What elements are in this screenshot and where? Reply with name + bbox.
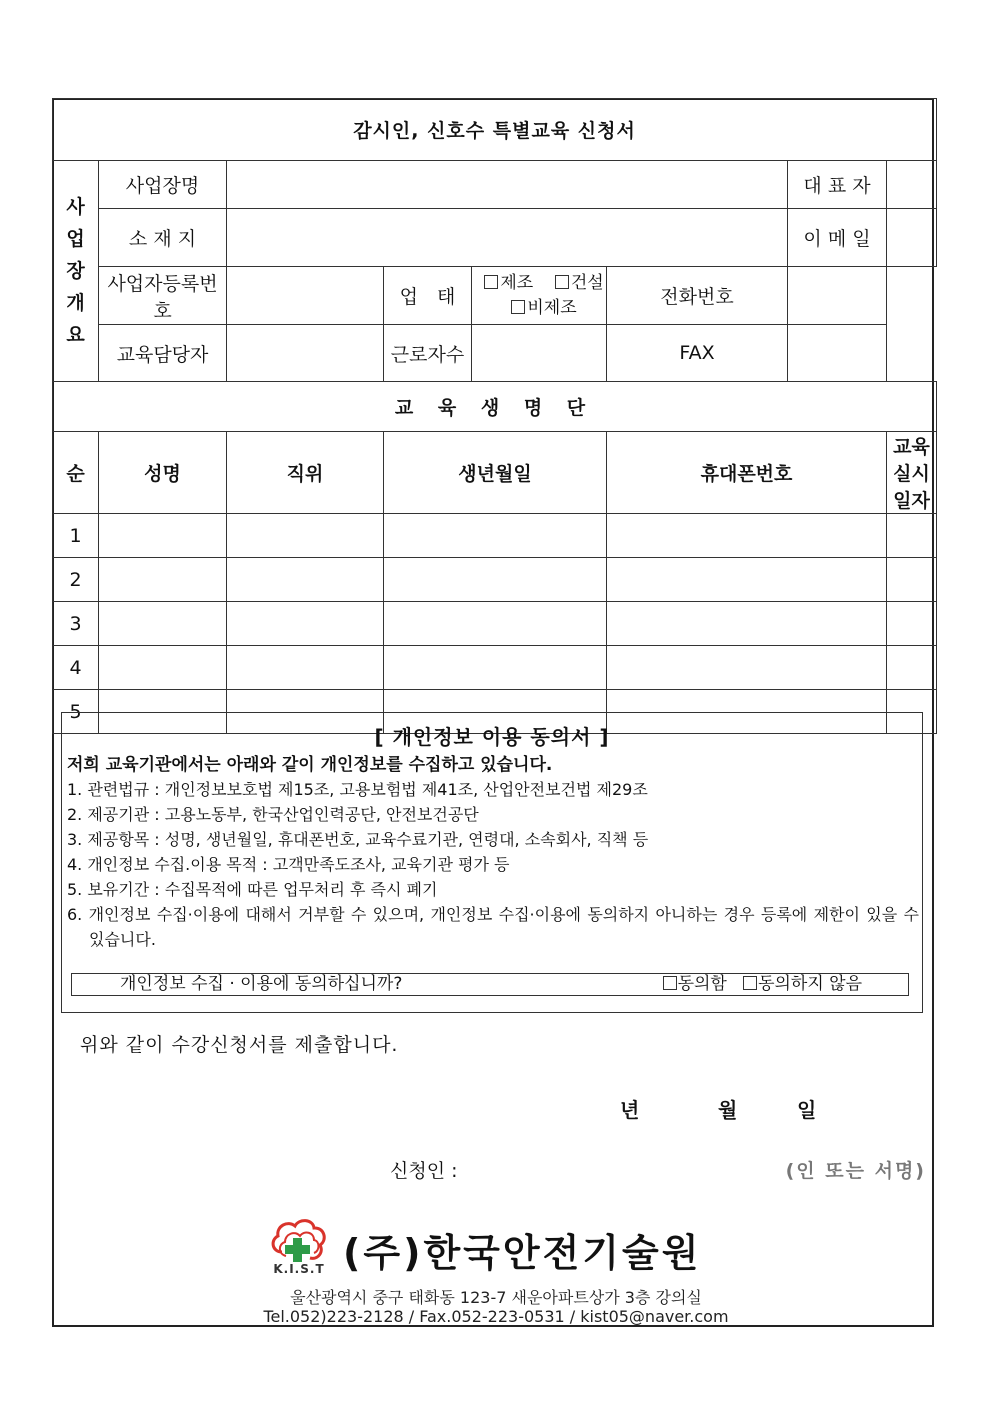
- application-form: [52, 98, 937, 734]
- day-label: 일: [797, 1098, 817, 1122]
- col-header-no: 순: [53, 432, 99, 514]
- logo-caption: K.I.S.T: [273, 1262, 325, 1276]
- table-row: [53, 646, 937, 690]
- date-line: [620, 1094, 816, 1123]
- reg-number-label: 사업자등록번호: [99, 267, 227, 325]
- representative-label: 대 표 자: [788, 161, 887, 209]
- workers-label: 근로자수: [384, 325, 472, 382]
- consent-item: 2. 제공기관 : 고용노동부, 한국산업인력공단, 안전보건공단: [67, 805, 479, 824]
- consent-question: 개인정보 수집 · 이용에 동의하십니까?: [120, 974, 403, 994]
- address-label: 소 재 지: [99, 209, 227, 267]
- fax-label: FAX: [607, 325, 788, 382]
- mobile-cell[interactable]: [607, 602, 887, 646]
- month-label: 월: [718, 1098, 738, 1122]
- consent-options: [663, 974, 862, 995]
- name-cell[interactable]: [99, 602, 227, 646]
- checkbox-icon: [484, 275, 498, 289]
- col-header-mobile: 휴대폰번호: [607, 432, 887, 514]
- privacy-consent-box: [61, 712, 923, 1013]
- table-row: [53, 558, 937, 602]
- consent-item: 1. 관련법규 : 개인정보보호법 제15조, 고용보험법 제41조, 산업안전보건법 제29조: [67, 780, 648, 799]
- consent-item: 3. 제공항목 : 성명, 생년월일, 휴대폰번호, 교육수료기관, 연령대, 소속회사, 직책 등: [67, 830, 649, 849]
- consent-item: 6. 개인정보 수집·이용에 대해서 거부할 수 있으며, 개인정보 수집·이용에 동의하지 아니하는 경우 등록에 제한이 있을 수 있습니다.: [67, 905, 919, 949]
- consent-intro: 저희 교육기관에서는 아래와 같이 개인정보를 수집하고 있습니다.: [67, 755, 553, 775]
- mobile-cell[interactable]: [607, 558, 887, 602]
- birthdate-cell[interactable]: [384, 602, 607, 646]
- checkbox-icon: [555, 275, 569, 289]
- address-field[interactable]: [227, 209, 788, 267]
- reg-number-field[interactable]: [227, 267, 384, 325]
- birthdate-cell[interactable]: [384, 558, 607, 602]
- row-number: 1: [53, 514, 99, 558]
- phone-field[interactable]: [788, 267, 887, 325]
- col-header-position: 직위: [227, 432, 384, 514]
- consent-item: 5. 보유기간 : 수집목적에 따른 업무처리 후 즉시 폐기: [67, 880, 438, 899]
- workers-field[interactable]: [472, 325, 607, 382]
- business-name-label: 사업장명: [99, 161, 227, 209]
- name-cell[interactable]: [99, 646, 227, 690]
- signature-label: (인 또는 서명): [785, 1160, 926, 1182]
- training-date-cell[interactable]: [887, 514, 937, 558]
- row-number: 5: [53, 690, 99, 734]
- position-cell[interactable]: [227, 514, 384, 558]
- company-address: 울산광역시 중구 태화동 123-7 새운아파트상가 3층 강의실: [290, 1288, 702, 1307]
- position-cell[interactable]: [227, 558, 384, 602]
- agree-option[interactable]: 동의함: [663, 974, 727, 994]
- industry-option-construction[interactable]: 건설: [555, 273, 604, 293]
- manager-label: 교육담당자: [99, 325, 227, 382]
- submission-statement: 위와 같이 수강신청서를 제출합니다.: [80, 1034, 399, 1056]
- col-header-training-date: 교육 실시일자: [887, 432, 937, 514]
- year-label: 년: [620, 1098, 640, 1122]
- col-header-birthdate: 생년월일: [384, 432, 607, 514]
- consent-question-bar: [71, 973, 909, 996]
- checkbox-icon: [663, 976, 677, 990]
- birthdate-cell[interactable]: [384, 646, 607, 690]
- col-header-name: 성명: [99, 432, 227, 514]
- mobile-cell[interactable]: [607, 514, 887, 558]
- consent-title: [ 개인정보 이용 동의서 ]: [374, 725, 610, 749]
- representative-field[interactable]: [887, 161, 937, 209]
- consent-list: [67, 777, 919, 952]
- industry-option-manufacturing[interactable]: 제조: [484, 273, 533, 293]
- checkbox-icon: [511, 300, 525, 314]
- company-contact: Tel.052)223-2128 / Fax.052-223-0531 / kist05@naver.com: [263, 1307, 729, 1326]
- table-row: [53, 602, 937, 646]
- industry-label: 업 태: [384, 267, 472, 325]
- email-label: 이 메 일: [788, 209, 887, 267]
- birthdate-cell[interactable]: [384, 514, 607, 558]
- table-row: [53, 514, 937, 558]
- phone-label: 전화번호: [607, 267, 788, 325]
- fax-field[interactable]: [788, 325, 887, 382]
- email-field[interactable]: [887, 209, 937, 267]
- training-date-cell[interactable]: [887, 558, 937, 602]
- consent-item: 4. 개인정보 수집.이용 목적 : 고객만족도조사, 교육기관 평가 등: [67, 855, 510, 874]
- name-cell[interactable]: [99, 558, 227, 602]
- company-name: (주)한국안전기술원: [343, 1231, 702, 1275]
- position-cell[interactable]: [227, 602, 384, 646]
- business-name-field[interactable]: [227, 161, 788, 209]
- row-number: 3: [53, 602, 99, 646]
- manager-field[interactable]: [227, 325, 384, 382]
- applicant-label: 신청인 :: [390, 1160, 458, 1182]
- company-overview-label: 사 업 장 개 요: [53, 161, 99, 382]
- checkbox-icon: [743, 976, 757, 990]
- training-date-cell[interactable]: [887, 646, 937, 690]
- form-title: 감시인, 신호수 특별교육 신청서: [53, 99, 937, 161]
- row-number: 2: [53, 558, 99, 602]
- mobile-cell[interactable]: [607, 646, 887, 690]
- position-cell[interactable]: [227, 646, 384, 690]
- disagree-option[interactable]: 동의하지 않음: [743, 974, 862, 994]
- industry-options: [472, 267, 607, 325]
- industry-option-non-manufacturing[interactable]: 비제조: [511, 298, 576, 318]
- trainee-section-title: 교 육 생 명 단: [53, 382, 937, 432]
- training-date-cell[interactable]: [887, 602, 937, 646]
- name-cell[interactable]: [99, 514, 227, 558]
- row-number: 4: [53, 646, 99, 690]
